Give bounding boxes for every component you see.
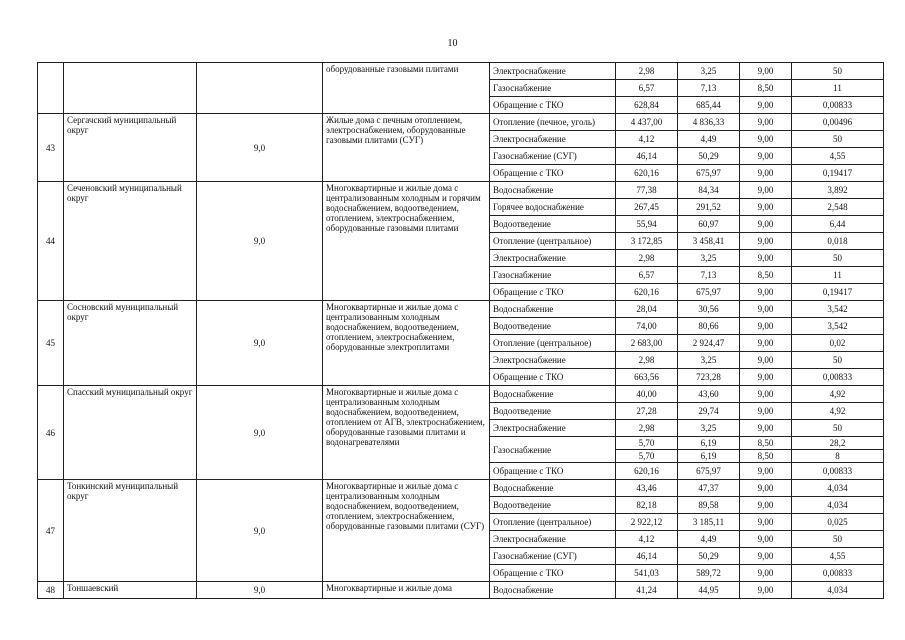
value-cell-v4: 4,92 <box>792 403 884 420</box>
value-cell-v3: 8,50 <box>740 450 792 463</box>
value-cell-v4: 50 <box>792 352 884 369</box>
value-cell-v2: 3,25 <box>678 250 740 267</box>
service-name-cell: Горячее водоснабжение <box>490 199 616 216</box>
service-name-cell: Водоснабжение <box>490 582 616 599</box>
value-cell-v4: 0,19417 <box>792 165 884 182</box>
value-cell-v4: 50 <box>792 131 884 148</box>
table-row <box>38 114 884 131</box>
value-cell-v1: 6,57 <box>616 80 678 97</box>
value-cell-v3: 9,00 <box>740 352 792 369</box>
row-number-cell: 46 <box>38 386 64 480</box>
value-cell-v3: 9,00 <box>740 250 792 267</box>
municipality-cell: Сосновский муниципальный округ <box>64 301 197 386</box>
service-name-cell: Водоснабжение <box>490 480 616 497</box>
row-number-cell: 47 <box>38 480 64 582</box>
service-name-cell: Водоснабжение <box>490 182 616 199</box>
value-cell-v3: 9,00 <box>740 531 792 548</box>
service-name-cell: Электроснабжение <box>490 63 616 80</box>
value-cell-v3: 9,00 <box>740 497 792 514</box>
value-cell-v1: 628,84 <box>616 97 678 114</box>
page-number: 10 <box>447 38 458 49</box>
service-name-cell: Электроснабжение <box>490 531 616 548</box>
value-cell-v2: 675,97 <box>678 165 740 182</box>
service-name-cell: Газоснабжение (СУГ) <box>490 548 616 565</box>
value-cell-v3: 9,00 <box>740 403 792 420</box>
service-name-cell: Обращение с ТКО <box>490 463 616 480</box>
rate-cell: 9,0 <box>197 480 323 582</box>
value-cell-v4: 4,034 <box>792 582 884 599</box>
row-number-cell: 45 <box>38 301 64 386</box>
value-cell-v4: 50 <box>792 531 884 548</box>
table-row <box>38 480 884 497</box>
value-cell-v3: 9,00 <box>740 97 792 114</box>
value-cell-v3: 8,50 <box>740 267 792 284</box>
housing-description-cell: Многоквартирные и жилые дома <box>323 582 490 599</box>
value-cell-v4: 0,018 <box>792 233 884 250</box>
value-cell-v3: 9,00 <box>740 63 792 80</box>
service-name-cell: Электроснабжение <box>490 420 616 437</box>
municipality-cell: Спасский муниципальный округ <box>64 386 197 480</box>
value-cell-v3: 9,00 <box>740 301 792 318</box>
value-cell-v4: 50 <box>792 63 884 80</box>
service-name-cell: Электроснабжение <box>490 250 616 267</box>
value-cell-v3: 8,50 <box>740 80 792 97</box>
value-cell-v4: 8 <box>792 450 884 463</box>
value-cell-v2: 60,97 <box>678 216 740 233</box>
value-cell-v3: 9,00 <box>740 216 792 233</box>
value-cell-v1: 77,38 <box>616 182 678 199</box>
value-cell-v1: 3 172,85 <box>616 233 678 250</box>
value-cell-v2: 44,95 <box>678 582 740 599</box>
service-name-cell: Водоснабжение <box>490 301 616 318</box>
value-cell-v1: 28,04 <box>616 301 678 318</box>
value-cell-v4: 50 <box>792 420 884 437</box>
value-cell-v4: 0,02 <box>792 335 884 352</box>
value-cell-v2: 6,19 <box>678 437 740 450</box>
value-cell-v1: 46,14 <box>616 548 678 565</box>
value-cell-v4: 11 <box>792 267 884 284</box>
value-cell-v2: 723,28 <box>678 369 740 386</box>
value-cell-v1: 41,24 <box>616 582 678 599</box>
service-name-cell: Отопление (центральное) <box>490 335 616 352</box>
value-cell-v4: 50 <box>792 250 884 267</box>
value-cell-v1: 2,98 <box>616 250 678 267</box>
value-cell-v1: 2,98 <box>616 352 678 369</box>
value-cell-v1: 27,28 <box>616 403 678 420</box>
value-cell-v3: 9,00 <box>740 463 792 480</box>
value-cell-v2: 4 836,33 <box>678 114 740 131</box>
service-name-cell: Электроснабжение <box>490 131 616 148</box>
value-cell-v4: 0,00496 <box>792 114 884 131</box>
value-cell-v2: 43,60 <box>678 386 740 403</box>
value-cell-v4: 4,034 <box>792 497 884 514</box>
service-name-cell: Отопление (печное, уголь) <box>490 114 616 131</box>
value-cell-v1: 2,98 <box>616 420 678 437</box>
service-name-cell: Водоотведение <box>490 216 616 233</box>
value-cell-v1: 55,94 <box>616 216 678 233</box>
value-cell-v2: 3,25 <box>678 352 740 369</box>
value-cell-v3: 9,00 <box>740 565 792 582</box>
value-cell-v4: 2,548 <box>792 199 884 216</box>
value-cell-v1: 2 922,12 <box>616 514 678 531</box>
value-cell-v4: 3,542 <box>792 301 884 318</box>
municipality-cell: Тоншаевский <box>64 582 197 599</box>
row-number-cell: 48 <box>38 582 64 599</box>
value-cell-v4: 0,00833 <box>792 463 884 480</box>
value-cell-v2: 2 924,47 <box>678 335 740 352</box>
value-cell-v4: 6,44 <box>792 216 884 233</box>
service-name-cell: Газоснабжение <box>490 267 616 284</box>
value-cell-v1: 46,14 <box>616 148 678 165</box>
value-cell-v4: 0,00833 <box>792 97 884 114</box>
table-row <box>38 182 884 199</box>
rate-cell: 9,0 <box>197 582 323 599</box>
service-name-cell: Электроснабжение <box>490 352 616 369</box>
value-cell-v3: 9,00 <box>740 199 792 216</box>
table-row <box>38 582 884 599</box>
service-name-cell: Отопление (центральное) <box>490 514 616 531</box>
housing-description-cell: Жилые дома с печным отоплением, электроснабжением, оборудованные газовыми плитами (СУГ) <box>323 114 490 182</box>
value-cell-v2: 291,52 <box>678 199 740 216</box>
table-row <box>38 63 884 80</box>
rate-cell: 9,0 <box>197 386 323 480</box>
value-cell-v3: 9,00 <box>740 386 792 403</box>
value-cell-v2: 47,37 <box>678 480 740 497</box>
value-cell-v2: 84,34 <box>678 182 740 199</box>
rate-cell: 9,0 <box>197 301 323 386</box>
value-cell-v2: 7,13 <box>678 80 740 97</box>
value-cell-v4: 0,025 <box>792 514 884 531</box>
value-cell-v1: 4,12 <box>616 531 678 548</box>
value-cell-v3: 9,00 <box>740 114 792 131</box>
rate-cell: 9,0 <box>197 114 323 182</box>
value-cell-v1: 74,00 <box>616 318 678 335</box>
value-cell-v1: 2,98 <box>616 63 678 80</box>
value-cell-v3: 9,00 <box>740 582 792 599</box>
value-cell-v2: 3,25 <box>678 63 740 80</box>
value-cell-v4: 4,55 <box>792 148 884 165</box>
value-cell-v1: 620,16 <box>616 284 678 301</box>
value-cell-v4: 28,2 <box>792 437 884 450</box>
value-cell-v2: 3 458,41 <box>678 233 740 250</box>
table-row <box>38 386 884 403</box>
value-cell-v1: 663,56 <box>616 369 678 386</box>
rate-cell <box>197 63 323 114</box>
service-name-cell: Водоснабжение <box>490 386 616 403</box>
value-cell-v3: 8,50 <box>740 437 792 450</box>
municipality-cell: Тонкинский муниципальный округ <box>64 480 197 582</box>
value-cell-v3: 9,00 <box>740 131 792 148</box>
housing-description-cell: Многоквартирные и жилые дома с централизованным холодным водоснабжением, водоотведением, отоплением от АГВ, электроснабжением, оборудованные газовыми плитами и водонагревателями <box>323 386 490 480</box>
value-cell-v2: 4,49 <box>678 531 740 548</box>
value-cell-v1: 4 437,00 <box>616 114 678 131</box>
row-number-cell: 44 <box>38 182 64 301</box>
tariff-table <box>37 62 884 599</box>
value-cell-v1: 620,16 <box>616 165 678 182</box>
value-cell-v2: 29,74 <box>678 403 740 420</box>
municipality-cell: Сеченовский муниципальный округ <box>64 182 197 301</box>
value-cell-v4: 0,00833 <box>792 565 884 582</box>
value-cell-v2: 675,97 <box>678 284 740 301</box>
value-cell-v1: 4,12 <box>616 131 678 148</box>
value-cell-v1: 5,70 <box>616 437 678 450</box>
rate-cell: 9,0 <box>197 182 323 301</box>
service-name-cell: Водоотведение <box>490 497 616 514</box>
value-cell-v1: 40,00 <box>616 386 678 403</box>
service-name-cell: Обращение с ТКО <box>490 369 616 386</box>
value-cell-v3: 9,00 <box>740 480 792 497</box>
value-cell-v3: 9,00 <box>740 148 792 165</box>
housing-description-cell: Многоквартирные и жилые дома с централизованным холодным водоснабжением, водоотведением, отоплением, электроснабжением, оборудованные электроплитами <box>323 301 490 386</box>
value-cell-v2: 7,13 <box>678 267 740 284</box>
value-cell-v3: 9,00 <box>740 318 792 335</box>
value-cell-v2: 89,58 <box>678 497 740 514</box>
service-name-cell: Обращение с ТКО <box>490 97 616 114</box>
value-cell-v3: 9,00 <box>740 165 792 182</box>
service-name-cell: Газоснабжение (СУГ) <box>490 148 616 165</box>
value-cell-v2: 50,29 <box>678 148 740 165</box>
service-name-cell: Отопление (центральное) <box>490 233 616 250</box>
value-cell-v3: 9,00 <box>740 335 792 352</box>
value-cell-v1: 2 683,00 <box>616 335 678 352</box>
value-cell-v4: 4,92 <box>792 386 884 403</box>
value-cell-v3: 9,00 <box>740 233 792 250</box>
value-cell-v2: 589,72 <box>678 565 740 582</box>
service-name-cell: Обращение с ТКО <box>490 565 616 582</box>
value-cell-v1: 267,45 <box>616 199 678 216</box>
value-cell-v2: 675,97 <box>678 463 740 480</box>
service-name-cell: Водоотведение <box>490 318 616 335</box>
value-cell-v2: 685,44 <box>678 97 740 114</box>
value-cell-v2: 6,19 <box>678 450 740 463</box>
table-row <box>38 301 884 318</box>
value-cell-v3: 9,00 <box>740 548 792 565</box>
service-name-cell: Водоотведение <box>490 403 616 420</box>
value-cell-v3: 9,00 <box>740 420 792 437</box>
municipality-cell: Сергачский муниципальный округ <box>64 114 197 182</box>
value-cell-v4: 4,034 <box>792 480 884 497</box>
housing-description-cell: оборудованные газовыми плитами <box>323 63 490 114</box>
row-number-cell: 43 <box>38 114 64 182</box>
value-cell-v1: 6,57 <box>616 267 678 284</box>
value-cell-v4: 11 <box>792 80 884 97</box>
value-cell-v4: 0,19417 <box>792 284 884 301</box>
service-name-cell: Газоснабжение <box>490 80 616 97</box>
value-cell-v2: 3,25 <box>678 420 740 437</box>
service-name-cell: Газоснабжение <box>490 437 616 463</box>
value-cell-v2: 50,29 <box>678 548 740 565</box>
housing-description-cell: Многоквартирные и жилые дома с централизованным холодным водоснабжением, водоотведением, отоплением, электроснабжением, оборудованные газовыми плитами (СУГ) <box>323 480 490 582</box>
value-cell-v1: 43,46 <box>616 480 678 497</box>
value-cell-v3: 9,00 <box>740 284 792 301</box>
value-cell-v1: 82,18 <box>616 497 678 514</box>
value-cell-v3: 9,00 <box>740 514 792 531</box>
value-cell-v4: 4,55 <box>792 548 884 565</box>
value-cell-v2: 4,49 <box>678 131 740 148</box>
value-cell-v1: 620,16 <box>616 463 678 480</box>
value-cell-v4: 0,00833 <box>792 369 884 386</box>
value-cell-v2: 30,56 <box>678 301 740 318</box>
value-cell-v2: 3 185,11 <box>678 514 740 531</box>
value-cell-v3: 9,00 <box>740 182 792 199</box>
service-name-cell: Обращение с ТКО <box>490 284 616 301</box>
value-cell-v1: 541,03 <box>616 565 678 582</box>
value-cell-v1: 5,70 <box>616 450 678 463</box>
municipality-cell <box>64 63 197 114</box>
housing-description-cell: Многоквартирные и жилые дома с централизованным холодным и горячим водоснабжением, водоотведением, отоплением, электроснабжением, оборудованные газовыми плитами <box>323 182 490 301</box>
service-name-cell: Обращение с ТКО <box>490 165 616 182</box>
value-cell-v4: 3,542 <box>792 318 884 335</box>
row-number-cell <box>38 63 64 114</box>
value-cell-v4: 3,892 <box>792 182 884 199</box>
value-cell-v2: 80,66 <box>678 318 740 335</box>
value-cell-v3: 9,00 <box>740 369 792 386</box>
